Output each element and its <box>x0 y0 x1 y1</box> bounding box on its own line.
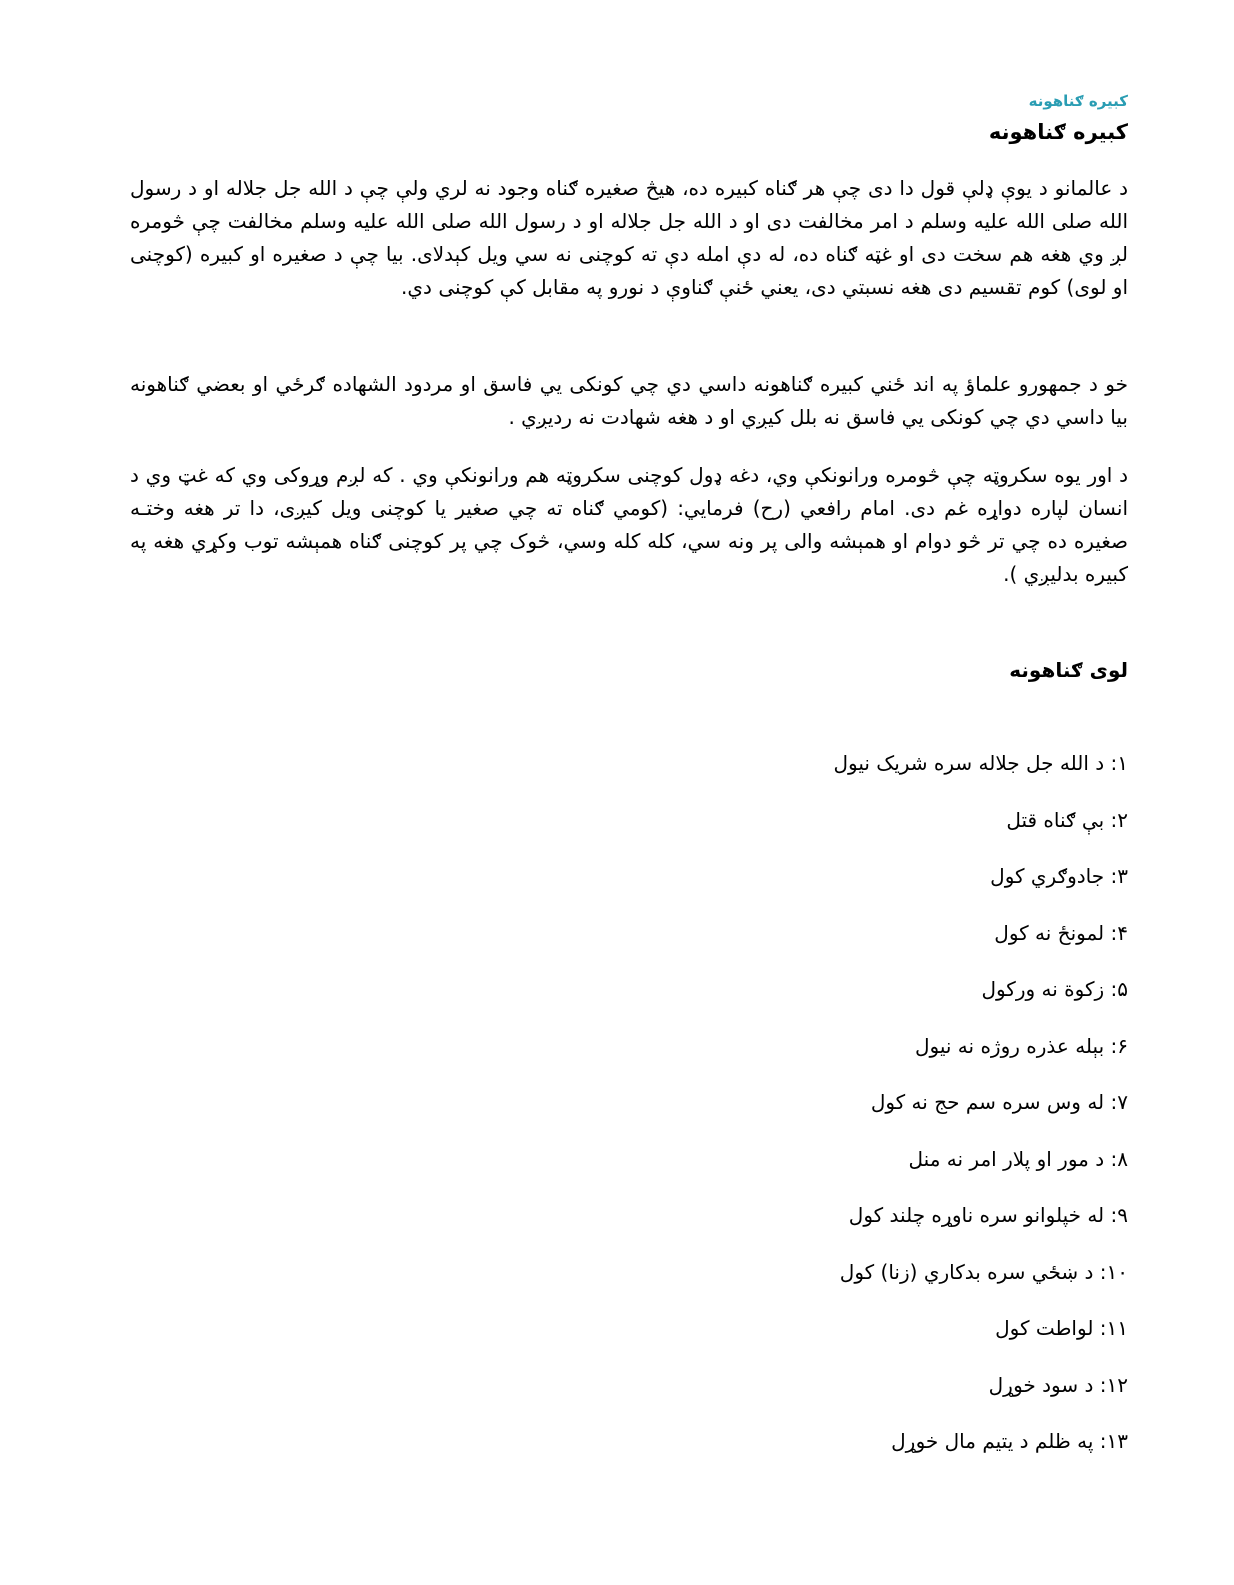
list-item-text: لواطت کول <box>995 1316 1094 1340</box>
list-item-sep: : <box>1104 1203 1118 1227</box>
list-item-sep: : <box>1104 1090 1118 1114</box>
list-item-text: بېله عذره روژه نه نيول <box>914 1033 1105 1058</box>
list-item-number: ٣ <box>1117 864 1128 888</box>
list-item-text: له وس سره سم حج نه کول <box>870 1090 1105 1114</box>
section-kicker: كبيره ګناهونه <box>1028 92 1128 110</box>
paragraph-1: د عالمانو د يوې ډلې قول دا دی چې هر ګناه کبيره ده، هيڅ صغيره ګناه وجود نه لري ولې چې د الله جل جلاله او د رسول الله صلی الله عليه وسلم د امر مخالفت دی او د الله جل جلاله او د رسول الله صلی الله عليه وسلم مخالفت چې څومره لږ وي هغه هم سخت دی او غټه ګناه ده، له دې امله دې ته کوچنی نه سي ويل کېدلای. بيا چې د صغيره او کبيره (کوچنی او لوی) کوم تقسيم دی هغه نسبتي دی، يعني ځنې ګناوې د نورو په مقابل کې کوچنی دي. <box>130 176 1128 299</box>
list-item <box>130 740 1128 797</box>
list-item <box>130 1249 1128 1306</box>
list-item-text: زکوة نه ورکول <box>981 977 1105 1001</box>
list-item-number: ١ <box>1117 751 1128 775</box>
major-sins-list <box>130 740 1128 1475</box>
list-item-text: د مور او پلار امر نه منل <box>908 1146 1105 1171</box>
list-item <box>130 797 1128 854</box>
list-heading: لوی ګناهونه <box>1009 658 1128 682</box>
list-item <box>130 1192 1128 1249</box>
list-item-number: ١٢ <box>1106 1372 1128 1397</box>
list-item-sep: : <box>1104 864 1118 888</box>
page-title: كبيره ګناهونه <box>988 120 1128 144</box>
list-item-sep: : <box>1104 1146 1118 1171</box>
list-item-number: ١١ <box>1106 1316 1128 1340</box>
list-item-text: لمونځ نه کول <box>994 920 1105 945</box>
list-item <box>130 1305 1128 1362</box>
list-item-text: له خپلوانو سره ناوړه چلند کول <box>848 1203 1105 1227</box>
list-item-number: ٩ <box>1117 1203 1128 1227</box>
list-item <box>130 1079 1128 1136</box>
list-item-number: ٨ <box>1117 1146 1128 1171</box>
paragraph-3: د اور يوه سکروټه چې څومره ورانونکې وي، دغه ډول کوچنی سکروټه هم ورانونکې وي . كه لږم وړوکی وي كه غټ وي د انسان لپاره دواړه غم دی. امام رافعي (رح) فرمايي: (کومي ګناه ته چي صغير يا کوچنی ويل کيږی، دا تر هغه وختـه صغيره ده چي تر څو دوام او همېشه والی پر ونه سي، کله کله وسي، څوک چي پر کوچنی ګناه همېشه توب وکړي هغه په کبيره بدليږي ). <box>130 463 1128 586</box>
paragraph-2: خو د جمهورو علماؤ په اند ځني كبيره ګناهونه داسي دي چي كونكى يي فاسق او مردود الشهاده ګرځي او بعضي ګناهونه بيا داسي دي چي كونكى يي فاسق نه بلل كيږي او د هغه شهادت نه رديږي . <box>130 372 1128 429</box>
list-item-text: د الله جل جلاله سره شريک نيول <box>833 751 1105 775</box>
list-item <box>130 1362 1128 1419</box>
list-item-number: ۵ <box>1117 977 1128 1001</box>
list-item-sep: : <box>1104 977 1118 1001</box>
list-item-sep: : <box>1104 920 1118 945</box>
list-item-sep: : <box>1104 751 1118 775</box>
list-item <box>130 1136 1128 1193</box>
list-item-sep: : <box>1093 1372 1107 1397</box>
list-item <box>130 910 1128 967</box>
list-item-text: په ظلم د يتيم مال خوړل <box>891 1429 1094 1453</box>
list-item <box>130 1023 1128 1080</box>
list-item-text: جادوګري کول <box>990 864 1105 888</box>
list-item-number: ٢ <box>1117 807 1128 832</box>
list-item-sep: : <box>1104 807 1118 832</box>
list-item-sep: : <box>1093 1259 1107 1284</box>
list-item-number: ۴ <box>1117 920 1128 945</box>
list-item-text: د سود خوړل <box>988 1372 1094 1397</box>
list-item <box>130 853 1128 910</box>
list-item-number: ٧ <box>1117 1090 1128 1114</box>
list-item-number: ۶ <box>1117 1033 1128 1058</box>
list-item-sep: : <box>1093 1316 1107 1340</box>
list-item-sep: : <box>1104 1033 1118 1058</box>
list-item <box>130 966 1128 1023</box>
list-item-sep: : <box>1093 1429 1107 1453</box>
list-item-text: د ښځي سره بدکاري (زنا) کول <box>839 1259 1094 1284</box>
list-item-number: ١٠ <box>1106 1259 1128 1284</box>
list-item-text: بې ګناه قتل <box>1006 807 1105 832</box>
list-item-number: ١٣ <box>1106 1429 1128 1453</box>
list-item <box>130 1418 1128 1475</box>
